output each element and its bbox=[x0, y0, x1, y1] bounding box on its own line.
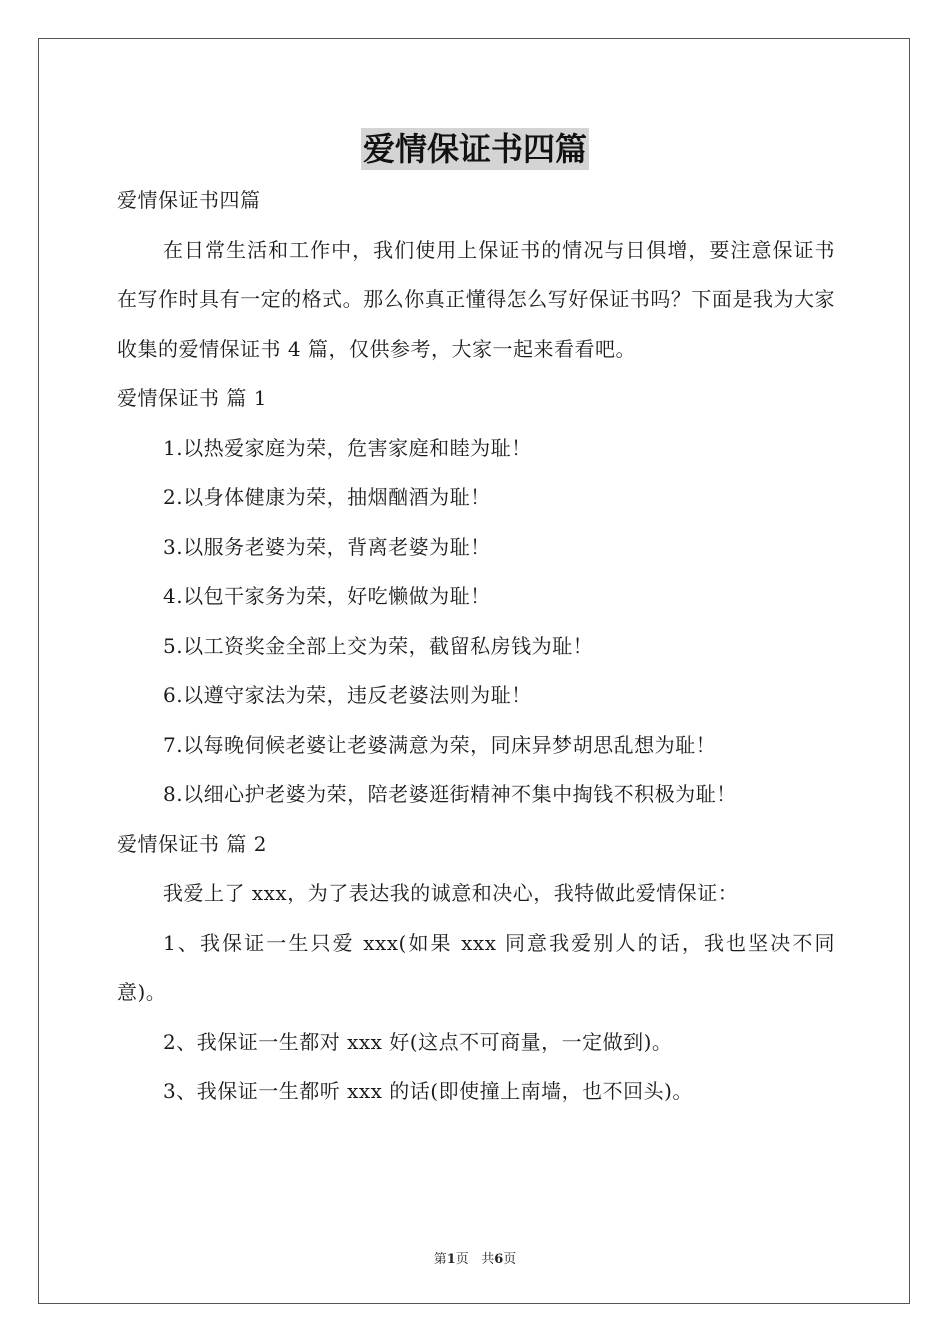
total-suffix: 页 bbox=[503, 1252, 517, 1267]
document-body bbox=[117, 176, 835, 1117]
paragraph: 我爱上了 xxx，为了表达我的诚意和决心，我特做此爱情保证： bbox=[163, 881, 739, 905]
list-item: 3、我保证一生都听 xxx 的话(即使撞上南墙，也不回头)。 bbox=[163, 1079, 693, 1103]
list-item: 7.以每晚伺候老婆让老婆满意为荣，同床异梦胡思乱想为耻！ bbox=[163, 732, 717, 757]
list-item: 6.以遵守家法为荣，违反老婆法则为耻！ bbox=[163, 683, 532, 707]
list-item: 3.以服务老婆为荣，背离老婆为耻！ bbox=[163, 534, 491, 559]
total-prefix: 共 bbox=[481, 1252, 495, 1267]
section-heading: 爱情保证书 篇 2 bbox=[117, 831, 267, 856]
page-footer bbox=[0, 1248, 950, 1267]
page-total: 6 bbox=[494, 1252, 504, 1267]
document-title: 爱情保证书四篇 bbox=[362, 130, 587, 168]
page-current: 1 bbox=[446, 1252, 456, 1267]
page-prefix: 第 bbox=[433, 1252, 447, 1267]
list-item: 5.以工资奖金全部上交为荣，截留私房钱为耻！ bbox=[163, 633, 594, 658]
list-item: 2、我保证一生都对 xxx 好(这点不可商量，一定做到)。 bbox=[163, 1029, 673, 1054]
list-item: 1、我保证一生只爱 xxx(如果 xxx 同意我爱别人的话，我也坚决不同意)。 bbox=[117, 930, 835, 1004]
list-item: 1.以热爱家庭为荣，危害家庭和睦为耻！ bbox=[163, 435, 532, 460]
title-container bbox=[0, 128, 950, 170]
page-suffix: 页 bbox=[455, 1252, 469, 1267]
list-item: 8.以细心护老婆为荣，陪老婆逛街精神不集中掏钱不积极为耻！ bbox=[163, 782, 737, 806]
section-heading: 爱情保证书 篇 1 bbox=[117, 386, 267, 410]
paragraph: 在日常生活和工作中，我们使用上保证书的情况与日俱增，要注意保证书在写作时具有一定的格式。那么你真正懂得怎么写好保证书吗？下面是我为大家收集的爱情保证书 4 篇，仅供参考，大家一起来看看吧。 bbox=[117, 237, 835, 361]
list-item: 2.以身体健康为荣，抽烟酗酒为耻！ bbox=[163, 485, 491, 509]
paragraph: 爱情保证书四篇 bbox=[117, 188, 261, 212]
list-item: 4.以包干家务为荣，好吃懒做为耻！ bbox=[163, 584, 491, 608]
